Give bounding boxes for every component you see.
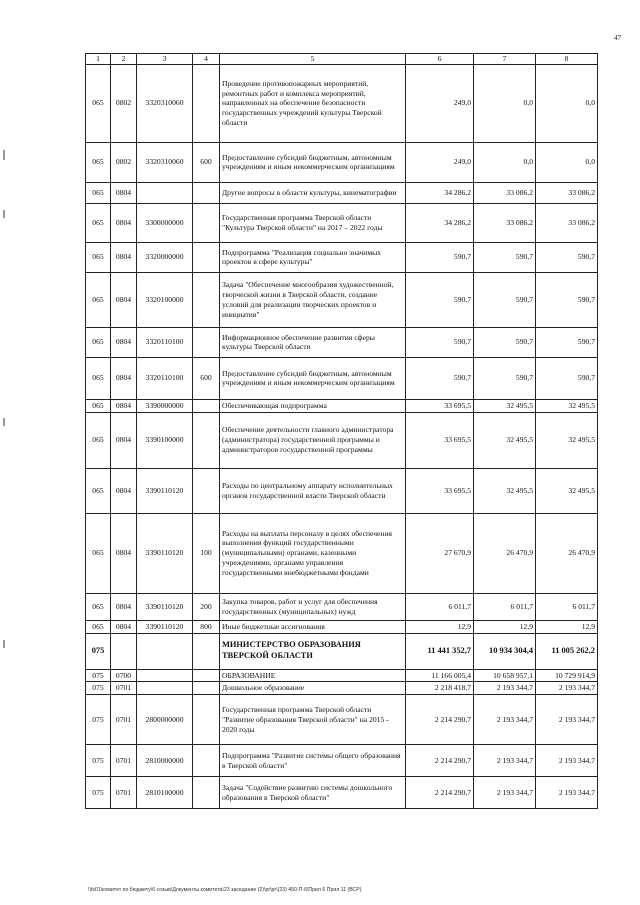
cell-section-code: 0804 [111, 272, 137, 327]
cell-section-code: 0701 [111, 777, 137, 809]
cell-description: Обеспечивающая подпрограмма [220, 399, 406, 412]
cell-expense-type [193, 272, 220, 327]
cell-description: Обеспечение деятельности главного администратора (администратора) государственной программы и администраторов государственной программы [220, 412, 406, 468]
cell-target-code: 3390110120 [137, 593, 193, 620]
cell-amount-2019: 249,0 [406, 142, 474, 182]
scan-edge-mark [3, 210, 5, 218]
table-row [86, 182, 598, 203]
cell-admin-code: 075 [86, 682, 111, 695]
cell-amount-2021: 32 495,5 [536, 412, 598, 468]
cell-amount-2020: 590,7 [474, 327, 536, 357]
cell-section-code: 0804 [111, 327, 137, 357]
cell-amount-2021: 32 495,5 [536, 468, 598, 513]
cell-amount-2021: 12,9 [536, 620, 598, 633]
header-cell: 8 [536, 54, 598, 65]
cell-section-code: 0804 [111, 182, 137, 203]
cell-amount-2019: 2 218 418,7 [406, 682, 474, 695]
cell-expense-type [193, 745, 220, 777]
cell-target-code [137, 669, 193, 682]
page-number: 47 [614, 34, 621, 42]
cell-amount-2019: 2 214 290,7 [406, 777, 474, 809]
table-row [86, 593, 598, 620]
cell-section-code: 0804 [111, 357, 137, 399]
cell-admin-code: 065 [86, 593, 111, 620]
table-row [86, 327, 598, 357]
table-row [86, 142, 598, 182]
cell-amount-2021: 590,7 [536, 272, 598, 327]
cell-amount-2020: 6 011,7 [474, 593, 536, 620]
cell-admin-code: 065 [86, 182, 111, 203]
cell-description: Государственная программа Тверской области "Культура Тверской области" на 2017 – 2022 годы [220, 203, 406, 242]
table-row [86, 272, 598, 327]
cell-target-code: 3390100000 [137, 412, 193, 468]
cell-amount-2019: 33 695,5 [406, 468, 474, 513]
cell-target-code: 3390110120 [137, 513, 193, 593]
table-row [86, 64, 598, 142]
cell-amount-2020: 2 193 344,7 [474, 745, 536, 777]
cell-amount-2021: 0,0 [536, 142, 598, 182]
table-row [86, 669, 598, 682]
cell-description: Подпрограмма "Развитие системы общего образования в Тверской области" [220, 745, 406, 777]
cell-amount-2019: 11 166 005,4 [406, 669, 474, 682]
cell-expense-type [193, 242, 220, 272]
budget-table [85, 53, 598, 809]
cell-amount-2019: 2 214 290,7 [406, 745, 474, 777]
cell-section-code: 0804 [111, 412, 137, 468]
cell-expense-type: 800 [193, 620, 220, 633]
cell-target-code: 3390110120 [137, 620, 193, 633]
cell-section-code: 0701 [111, 745, 137, 777]
cell-description: Дошкольное образование [220, 682, 406, 695]
table-row [86, 399, 598, 412]
table-row [86, 620, 598, 633]
cell-expense-type [193, 203, 220, 242]
cell-admin-code: 065 [86, 620, 111, 633]
cell-amount-2019: 2 214 290,7 [406, 695, 474, 745]
table-row [86, 412, 598, 468]
cell-amount-2020: 590,7 [474, 357, 536, 399]
cell-amount-2020: 2 193 344,7 [474, 695, 536, 745]
cell-amount-2021: 590,7 [536, 242, 598, 272]
header-cell: 7 [474, 54, 536, 65]
cell-target-code: 3320110100 [137, 327, 193, 357]
table-row [86, 203, 598, 242]
cell-expense-type [193, 682, 220, 695]
cell-description: Задача "Содействие развитию системы дошкольного образования в Тверской области" [220, 777, 406, 809]
cell-amount-2021: 6 011,7 [536, 593, 598, 620]
cell-admin-code: 065 [86, 399, 111, 412]
header-cell: 3 [137, 54, 193, 65]
table-header-row [86, 54, 598, 65]
table-row [86, 242, 598, 272]
cell-amount-2019: 34 286,2 [406, 182, 474, 203]
cell-expense-type [193, 695, 220, 745]
cell-amount-2019: 33 695,5 [406, 399, 474, 412]
cell-expense-type [193, 327, 220, 357]
cell-admin-code: 075 [86, 777, 111, 809]
cell-description: Предоставление субсидий бюджетным, автономным учреждениям и иным некоммерческим организациям [220, 142, 406, 182]
table-row [86, 745, 598, 777]
cell-admin-code: 065 [86, 272, 111, 327]
cell-amount-2021: 0,0 [536, 64, 598, 142]
cell-amount-2021: 26 470,9 [536, 513, 598, 593]
cell-section-code: 0804 [111, 620, 137, 633]
table-row [86, 468, 598, 513]
cell-target-code: 3300000000 [137, 203, 193, 242]
cell-section-code: 0804 [111, 203, 137, 242]
cell-amount-2021: 590,7 [536, 357, 598, 399]
table-row [86, 777, 598, 809]
cell-admin-code: 065 [86, 142, 111, 182]
cell-description: Подпрограмма "Реализация социально значимых проектов в сфере культуры" [220, 242, 406, 272]
cell-amount-2021: 32 495,5 [536, 399, 598, 412]
cell-amount-2020: 32 495,5 [474, 412, 536, 468]
cell-section-code: 0804 [111, 242, 137, 272]
cell-target-code [137, 682, 193, 695]
cell-description: Закупка товаров, работ и услуг для обеспечения государственных (муниципальных) нужд [220, 593, 406, 620]
cell-expense-type [193, 412, 220, 468]
cell-expense-type [193, 399, 220, 412]
cell-amount-2019: 6 011,7 [406, 593, 474, 620]
cell-amount-2019: 34 286,2 [406, 203, 474, 242]
cell-amount-2021: 2 193 344,7 [536, 745, 598, 777]
file-path-footer: \\fs01\комитет по бюджету\6 созыв\Документы комитета\23 заседание (2)\pr\pr\(23) 450-П-6\Прил 6 Прил 11 (ВСР) [88, 887, 362, 893]
cell-amount-2020: 10 658 957,1 [474, 669, 536, 682]
cell-expense-type [193, 182, 220, 203]
cell-amount-2021: 2 193 344,7 [536, 682, 598, 695]
cell-amount-2021: 10 729 914,9 [536, 669, 598, 682]
cell-amount-2019: 249,0 [406, 64, 474, 142]
cell-amount-2019: 33 695,5 [406, 412, 474, 468]
cell-target-code: 3320100000 [137, 272, 193, 327]
cell-amount-2021: 33 086,2 [536, 182, 598, 203]
cell-amount-2021: 33 086,2 [536, 203, 598, 242]
cell-admin-code: 065 [86, 513, 111, 593]
header-cell: 5 [220, 54, 406, 65]
cell-section-code [111, 633, 137, 669]
cell-amount-2020: 10 934 304,4 [474, 633, 536, 669]
header-cell: 1 [86, 54, 111, 65]
cell-section-code: 0802 [111, 142, 137, 182]
cell-amount-2019: 590,7 [406, 357, 474, 399]
cell-amount-2020: 2 193 344,7 [474, 682, 536, 695]
cell-admin-code: 065 [86, 64, 111, 142]
cell-amount-2020: 12,9 [474, 620, 536, 633]
cell-amount-2020: 0,0 [474, 64, 536, 142]
cell-section-code: 0804 [111, 513, 137, 593]
cell-section-code: 0804 [111, 399, 137, 412]
table-row [86, 695, 598, 745]
table-row [86, 513, 598, 593]
table-row [86, 633, 598, 669]
cell-description: Государственная программа Тверской области "Развитие образования Тверской области" на 2015 - 2020 годы [220, 695, 406, 745]
cell-amount-2021: 11 005 262,2 [536, 633, 598, 669]
cell-target-code: 3320000000 [137, 242, 193, 272]
cell-target-code: 2800000000 [137, 695, 193, 745]
cell-admin-code: 075 [86, 695, 111, 745]
cell-expense-type: 100 [193, 513, 220, 593]
cell-description: Другие вопросы в области культуры, кинематографии [220, 182, 406, 203]
cell-target-code [137, 182, 193, 203]
cell-target-code [137, 633, 193, 669]
header-cell: 6 [406, 54, 474, 65]
cell-admin-code: 065 [86, 327, 111, 357]
cell-description: Задача "Обеспечение многообразия художественной, творческой жизни в Тверской области, создание условий для реализации творческих проектов и инициатив" [220, 272, 406, 327]
cell-section-code: 0804 [111, 593, 137, 620]
cell-admin-code: 075 [86, 745, 111, 777]
cell-amount-2021: 2 193 344,7 [536, 695, 598, 745]
cell-amount-2021: 2 193 344,7 [536, 777, 598, 809]
cell-expense-type [193, 468, 220, 513]
cell-amount-2020: 590,7 [474, 242, 536, 272]
cell-section-code: 0701 [111, 695, 137, 745]
cell-admin-code: 065 [86, 203, 111, 242]
cell-description: Расходы по центральному аппарату исполнительных органов государственной власти Тверской области [220, 468, 406, 513]
cell-description: ОБРАЗОВАНИЕ [220, 669, 406, 682]
cell-expense-type [193, 669, 220, 682]
cell-admin-code: 065 [86, 357, 111, 399]
cell-amount-2019: 590,7 [406, 327, 474, 357]
table-row [86, 357, 598, 399]
header-cell: 4 [193, 54, 220, 65]
cell-admin-code: 065 [86, 242, 111, 272]
cell-amount-2019: 27 670,9 [406, 513, 474, 593]
cell-amount-2019: 11 441 352,7 [406, 633, 474, 669]
cell-amount-2020: 2 193 344,7 [474, 777, 536, 809]
scan-edge-mark [3, 640, 5, 648]
cell-target-code: 3320110100 [137, 357, 193, 399]
cell-expense-type: 200 [193, 593, 220, 620]
cell-section-code: 0701 [111, 682, 137, 695]
cell-amount-2020: 32 495,5 [474, 399, 536, 412]
cell-amount-2019: 590,7 [406, 242, 474, 272]
cell-amount-2019: 12,9 [406, 620, 474, 633]
cell-amount-2020: 33 086,2 [474, 203, 536, 242]
cell-amount-2020: 33 086,2 [474, 182, 536, 203]
cell-description: Информационное обеспечение развития сферы культуры Тверской области [220, 327, 406, 357]
table-row [86, 682, 598, 695]
cell-amount-2020: 0,0 [474, 142, 536, 182]
cell-expense-type [193, 633, 220, 669]
cell-target-code: 3390110120 [137, 468, 193, 513]
cell-amount-2019: 590,7 [406, 272, 474, 327]
cell-target-code: 3320310060 [137, 64, 193, 142]
cell-target-code: 3390000000 [137, 399, 193, 412]
cell-description: МИНИСТЕРСТВО ОБРАЗОВАНИЯ ТВЕРСКОЙ ОБЛАСТИ [220, 633, 406, 669]
cell-admin-code: 065 [86, 412, 111, 468]
cell-description: Предоставление субсидий бюджетным, автономным учреждениям и иным некоммерческим организациям [220, 357, 406, 399]
cell-admin-code: 075 [86, 633, 111, 669]
cell-target-code: 2810000000 [137, 745, 193, 777]
cell-section-code: 0804 [111, 468, 137, 513]
cell-admin-code: 065 [86, 468, 111, 513]
cell-expense-type [193, 64, 220, 142]
cell-amount-2021: 590,7 [536, 327, 598, 357]
cell-target-code: 3320310060 [137, 142, 193, 182]
cell-description: Расходы на выплаты персоналу в целях обеспечения выполнения функций государственными (муниципальными) органами, казенными учреждениями, органами управления государственными внебюджетными фондами [220, 513, 406, 593]
cell-amount-2020: 590,7 [474, 272, 536, 327]
cell-amount-2020: 26 470,9 [474, 513, 536, 593]
cell-section-code: 0700 [111, 669, 137, 682]
cell-amount-2020: 32 495,5 [474, 468, 536, 513]
cell-admin-code: 075 [86, 669, 111, 682]
cell-expense-type: 600 [193, 357, 220, 399]
header-cell: 2 [111, 54, 137, 65]
cell-description: Проведение противопожарных мероприятий, ремонтных работ и комплекса мероприятий, направленных на обеспечение безопасности государственных учреждений культуры Тверской области [220, 64, 406, 142]
scan-edge-mark [3, 150, 5, 160]
cell-expense-type: 600 [193, 142, 220, 182]
cell-target-code: 2810100000 [137, 777, 193, 809]
cell-section-code: 0802 [111, 64, 137, 142]
cell-expense-type [193, 777, 220, 809]
cell-description: Иные бюджетные ассигнования [220, 620, 406, 633]
scan-edge-mark [3, 418, 5, 426]
